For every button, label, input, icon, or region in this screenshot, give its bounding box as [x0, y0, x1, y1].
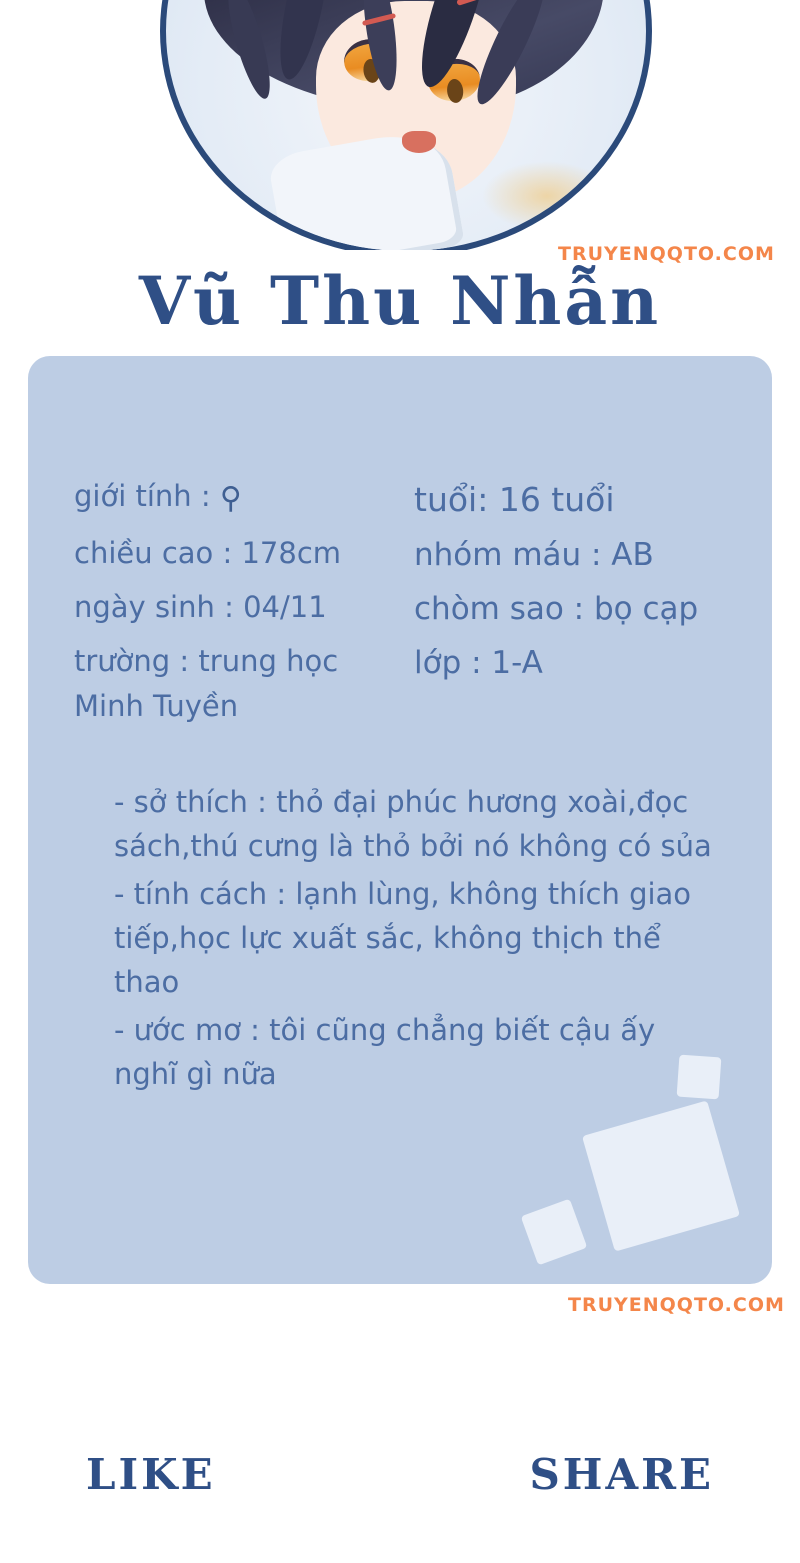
stat-row-height-blood — [64, 531, 744, 579]
gender-symbol-icon: ⚲ — [219, 481, 242, 516]
stat-row-birthday-zodiac — [64, 585, 744, 633]
stat-gender-label: giới tính : — [74, 479, 211, 513]
stat-birthday: ngày sinh : 04/11 — [74, 590, 327, 625]
paper-scrap-icon — [521, 1199, 588, 1266]
character-info-card — [28, 356, 772, 1284]
sparkle-icon — [482, 161, 612, 231]
footer-actions — [0, 1420, 800, 1563]
like-button[interactable]: LIKE — [86, 1450, 216, 1499]
share-button[interactable]: SHARE — [529, 1450, 714, 1499]
stat-row-school-class — [64, 639, 744, 729]
paper-scrap-icon — [582, 1100, 740, 1251]
detail-personality: - tính cách : lạnh lùng, không thích giao tiếp,học lực xuất sắc, không thịch thể thao — [114, 877, 692, 1000]
character-details — [86, 780, 726, 1101]
character-portrait — [0, 0, 800, 250]
stat-height: chiều cao : 178cm — [74, 536, 342, 571]
stat-school: trường : trung học Minh Tuyền — [74, 644, 339, 724]
stats-grid — [64, 474, 744, 735]
detail-hobby: - sở thích : thỏ đại phúc hương xoài,đọc sách,thú cưng là thỏ bởi nó không có sủa — [114, 785, 712, 864]
stat-gender — [64, 474, 414, 523]
stat-blood-type: nhóm máu : AB — [414, 537, 654, 574]
page-title: Vũ Thu Nhẫn — [138, 262, 662, 340]
stat-class: lớp : 1-A — [414, 645, 543, 682]
watermark-top: TRUYENQQTO.COM — [558, 243, 775, 265]
portrait-frame — [160, 0, 652, 250]
detail-dream: - ước mơ : tôi cũng chẳng biết cậu ấy nghĩ gì nữa — [114, 1013, 656, 1092]
stat-age: tuổi: 16 tuổi — [414, 480, 615, 519]
mouth-icon — [402, 131, 436, 153]
stat-zodiac: chòm sao : bọ cạp — [414, 591, 699, 628]
stat-row-gender-age — [64, 474, 744, 525]
watermark-bottom: TRUYENQQTO.COM — [568, 1294, 785, 1316]
